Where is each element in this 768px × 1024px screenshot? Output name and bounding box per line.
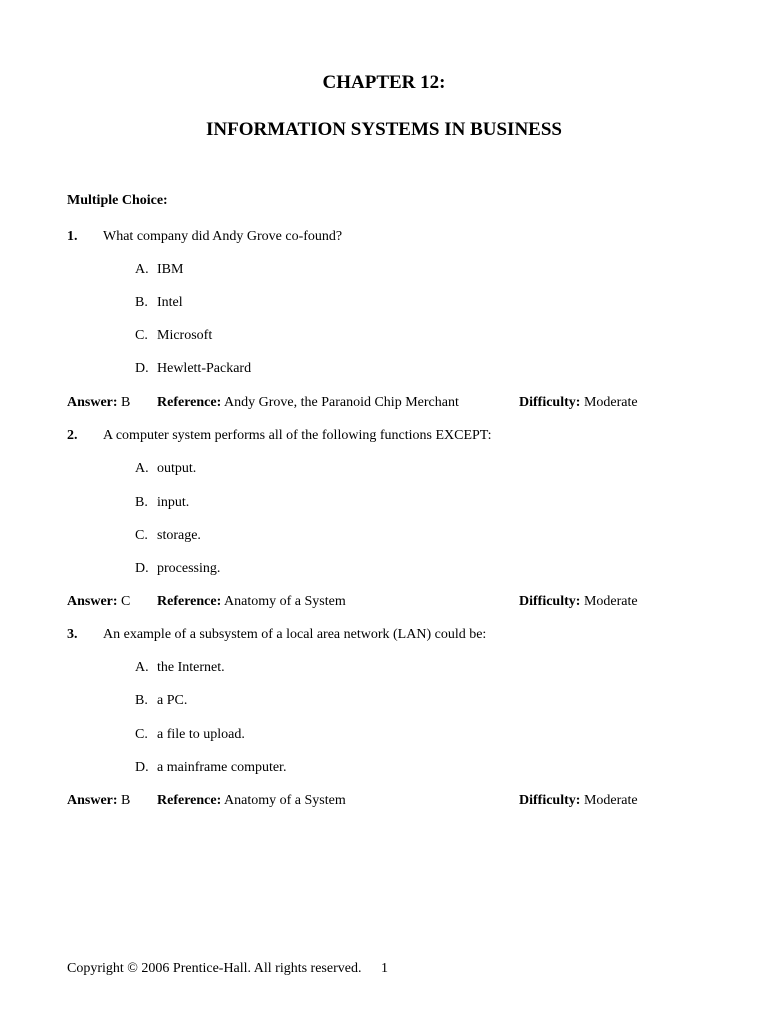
- option-letter: C.: [135, 328, 148, 343]
- answer-value: C: [121, 594, 131, 609]
- option-text: Hewlett-Packard: [157, 361, 252, 376]
- answer-value: B: [121, 793, 131, 808]
- option-letter: D.: [135, 561, 149, 576]
- option-letter: C.: [135, 528, 148, 543]
- difficulty-value: Moderate: [583, 395, 638, 410]
- answer-label: Answer:: [67, 793, 118, 808]
- answer-value: B: [121, 395, 131, 410]
- answer-line: [67, 594, 130, 610]
- answer-line: [67, 395, 130, 411]
- question-number: 3.: [67, 627, 78, 642]
- reference-value: Anatomy of a System: [224, 594, 346, 609]
- option-text: processing.: [157, 561, 221, 576]
- reference-value: Anatomy of a System: [224, 793, 346, 808]
- option-letter: B.: [135, 295, 148, 310]
- option-letter: A.: [135, 461, 149, 476]
- answer-line: [67, 793, 130, 809]
- option-text: Intel: [157, 295, 183, 310]
- section-label: Multiple Choice:: [67, 193, 168, 208]
- difficulty-value: Moderate: [583, 793, 638, 808]
- option-text: a file to upload.: [157, 727, 245, 742]
- answer-label: Answer:: [67, 395, 118, 410]
- reference-value: Andy Grove, the Paranoid Chip Merchant: [224, 395, 459, 410]
- difficulty-line: [519, 594, 638, 610]
- option-letter: C.: [135, 727, 148, 742]
- question-text: What company did Andy Grove co-found?: [103, 229, 343, 244]
- option-text: a PC.: [157, 693, 188, 708]
- chapter-heading: CHAPTER 12:: [322, 72, 446, 93]
- option-text: the Internet.: [157, 660, 225, 675]
- option-letter: D.: [135, 760, 149, 775]
- difficulty-value: Moderate: [583, 594, 638, 609]
- option-letter: B.: [135, 495, 148, 510]
- question-text: A computer system performs all of the following functions EXCEPT:: [103, 428, 492, 443]
- difficulty-label: Difficulty:: [519, 793, 581, 808]
- option-text: Microsoft: [157, 328, 213, 343]
- reference-label: Reference:: [157, 793, 222, 808]
- question-number: 2.: [67, 428, 78, 443]
- copyright-footer: Copyright © 2006 Prentice-Hall. All rights reserved.: [67, 961, 362, 976]
- option-text: a mainframe computer.: [157, 760, 287, 775]
- page-number: 1: [381, 961, 388, 976]
- difficulty-line: [519, 793, 638, 809]
- option-letter: A.: [135, 262, 149, 277]
- difficulty-label: Difficulty:: [519, 395, 581, 410]
- option-letter: A.: [135, 660, 149, 675]
- reference-line: [157, 594, 346, 610]
- option-text: output.: [157, 461, 197, 476]
- reference-line: [157, 793, 346, 809]
- option-letter: B.: [135, 693, 148, 708]
- question-text: An example of a subsystem of a local area network (LAN) could be:: [103, 627, 487, 642]
- option-letter: D.: [135, 361, 149, 376]
- option-text: storage.: [157, 528, 201, 543]
- chapter-title: INFORMATION SYSTEMS IN BUSINESS: [206, 119, 562, 140]
- difficulty-line: [519, 395, 638, 411]
- reference-label: Reference:: [157, 395, 222, 410]
- reference-line: [157, 395, 459, 411]
- option-text: IBM: [157, 262, 184, 277]
- option-text: input.: [157, 495, 190, 510]
- difficulty-label: Difficulty:: [519, 594, 581, 609]
- reference-label: Reference:: [157, 594, 222, 609]
- question-number: 1.: [67, 229, 78, 244]
- answer-label: Answer:: [67, 594, 118, 609]
